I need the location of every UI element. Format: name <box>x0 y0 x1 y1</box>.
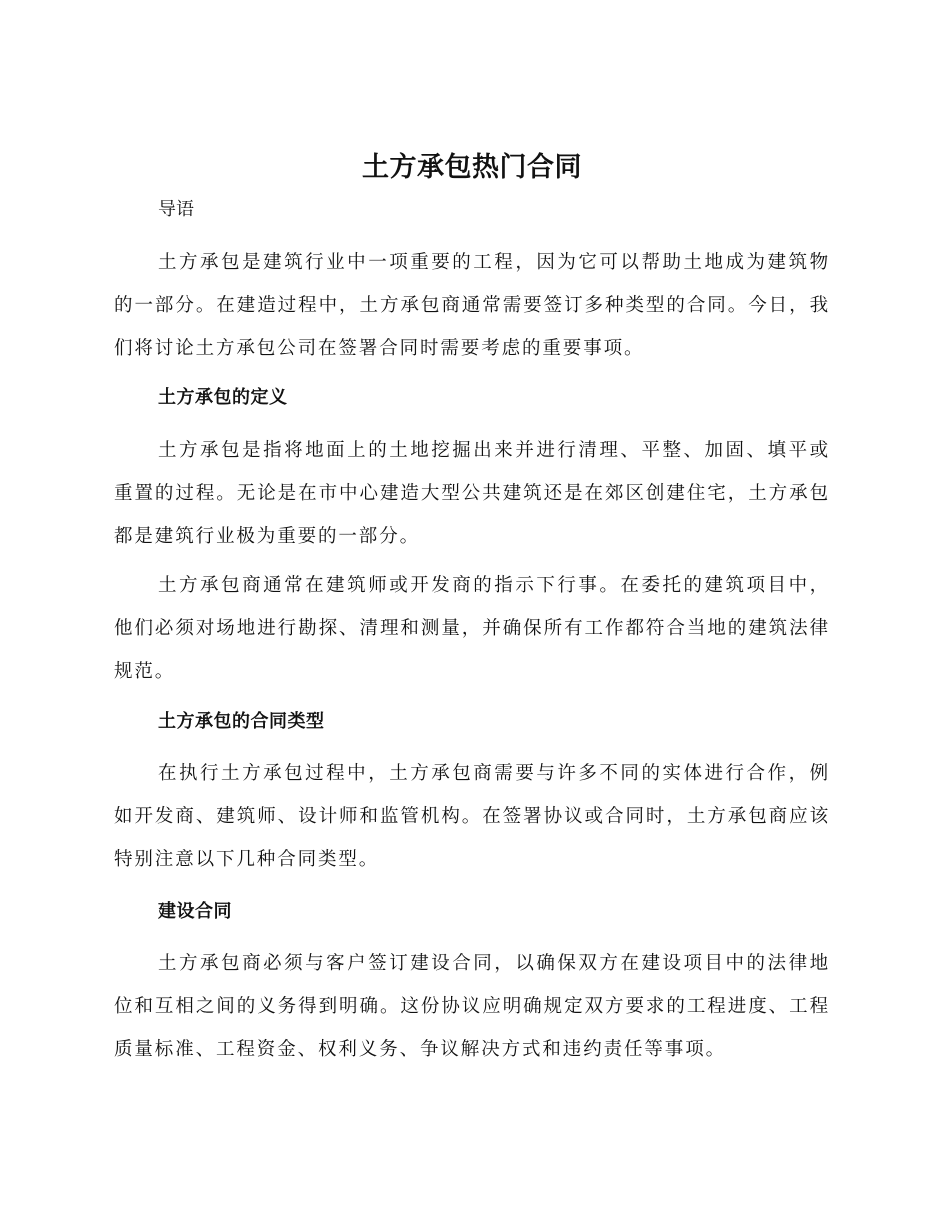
intro-paragraph: 土方承包是建筑行业中一项重要的工程，因为它可以帮助土地成为建筑物的一部分。在建造过程中，土方承包商通常需要签订多种类型的合同。今日，我们将讨论土方承包公司在签署合同时需要考虑的重要事项。 <box>114 252 830 359</box>
definition-paragraph-2: 土方承包商通常在建筑师或开发商的指示下行事。在委托的建筑项目中，他们必须对场地进行勘探、清理和测量，并确保所有工作都符合当地的建筑法律规范。 <box>114 575 830 682</box>
document-title: 土方承包热门合同 <box>362 152 582 183</box>
construction-contract-heading: 建设合同 <box>158 901 232 922</box>
definition-heading: 土方承包的定义 <box>158 387 288 408</box>
construction-contract-paragraph: 土方承包商必须与客户签订建设合同，以确保双方在建设项目中的法律地位和互相之间的义务得到明确。这份协议应明确规定双方要求的工程进度、工程质量标准、工程资金、权利义务、争议解决方式和违约责任等事项。 <box>114 953 830 1060</box>
contract-types-heading: 土方承包的合同类型 <box>158 711 325 732</box>
contract-types-paragraph: 在执行土方承包过程中，土方承包商需要与许多不同的实体进行合作，例如开发商、建筑师、设计师和监管机构。在签署协议或合同时，土方承包商应该特别注意以下几种合同类型。 <box>114 763 830 870</box>
definition-paragraph-1: 土方承包是指将地面上的土地挖掘出来并进行清理、平整、加固、填平或重置的过程。无论是在市中心建造大型公共建筑还是在郊区创建住宅，土方承包都是建筑行业极为重要的一部分。 <box>114 440 830 547</box>
intro-label: 导语 <box>158 199 194 220</box>
